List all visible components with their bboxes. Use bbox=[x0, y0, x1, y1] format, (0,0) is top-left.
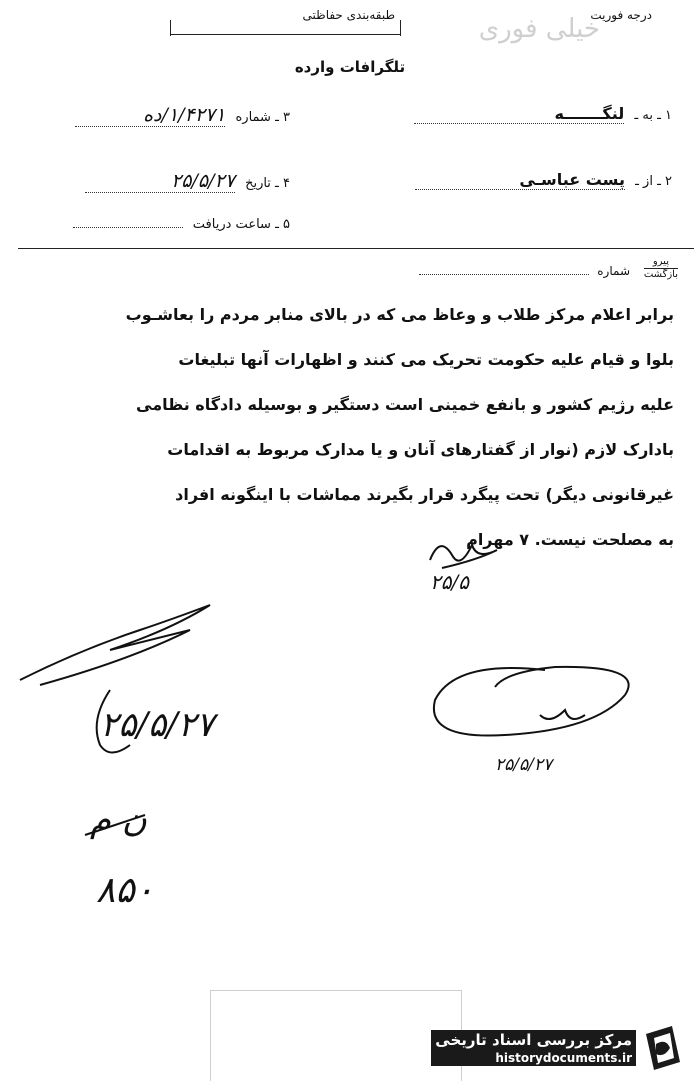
watermark-url: historydocuments.ir bbox=[431, 1050, 636, 1066]
document-title: تلگرافات وارده bbox=[294, 58, 406, 76]
body-line: برابر اعلام مرکز طلاب و وعاظ می که در بالای منابر مردم را بعاشـوب bbox=[125, 305, 674, 324]
body-line: بادارک لازم (نوار از گفتارهای آنان و یا مدارک مربوط به اقدامات bbox=[167, 440, 674, 459]
followup-number-label: شماره bbox=[597, 264, 630, 278]
followup-top: پیرو bbox=[644, 256, 678, 269]
signature-3-mark bbox=[540, 710, 585, 719]
watermark-logo-icon bbox=[642, 1024, 684, 1072]
field-number-label: ۳ ـ شماره bbox=[235, 110, 290, 125]
body-line: بلوا و قیام علیه حکومت تحریک می کنند و اظهارات آنها تبلیغات bbox=[178, 350, 674, 369]
signature-1 bbox=[430, 545, 497, 568]
watermark bbox=[431, 1024, 684, 1072]
signature-2 bbox=[20, 605, 210, 685]
field-from-value: پست عباسـی bbox=[519, 170, 625, 189]
handwritten-number: ۸۵۰ bbox=[96, 870, 155, 911]
field-date-value: ۲۵/۵/۲۷ bbox=[171, 170, 235, 192]
body-line: غیرقانونی دیگر) تحت پیگرد قرار بگیرند مماشات با اینگونه افراد bbox=[175, 485, 674, 504]
field-to-value: لنگـــــــه bbox=[554, 104, 625, 123]
handwritten-note: ن م bbox=[90, 800, 147, 840]
followup-bottom: بازگشت bbox=[643, 269, 678, 280]
field-number-value: ۱/۴۲۷۱/ده bbox=[143, 104, 226, 126]
handwritten-date-2: ۲۵/۵/۲۷ bbox=[100, 705, 215, 745]
field-from-label: ۲ ـ از ـ bbox=[635, 174, 672, 189]
field-to-label: ۱ ـ به ـ bbox=[634, 108, 672, 123]
signature-3 bbox=[434, 667, 629, 736]
watermark-title: مرکز بررسی اسناد تاریخی bbox=[431, 1030, 636, 1050]
urgency-stamp: خیلی فوری bbox=[478, 14, 600, 44]
field-date-label: ۴ ـ تاریخ bbox=[245, 176, 290, 191]
classification-label: طبقه‌بندی حفاظتی bbox=[302, 8, 395, 22]
urgency-label: درجه فوریت bbox=[590, 8, 652, 22]
handwritten-date-3: ۲۵/۵/۲۷ bbox=[495, 755, 553, 775]
body-line: به مصلحت نیست. ۷ مهرام bbox=[466, 530, 674, 549]
faint-stamp-box bbox=[210, 990, 462, 1081]
body-line: علیه رژیم کشور و بانفع خمینی است دستگیر و بوسیله دادگاه نظامی bbox=[136, 395, 674, 414]
field-receive-time-label: ۵ ـ ساعت دریافت bbox=[192, 217, 290, 232]
handwritten-date-1: ۲۵/۵ bbox=[430, 570, 469, 594]
